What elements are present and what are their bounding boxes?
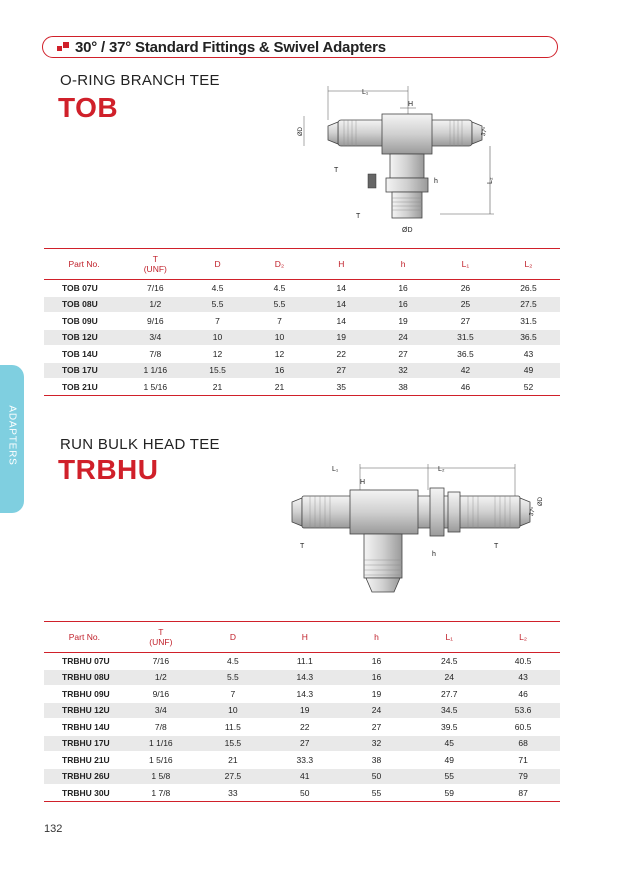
table-cell: 12 — [249, 346, 311, 363]
table-cell: 21 — [197, 752, 269, 769]
part-number-cell: TRBHU 14U — [44, 719, 125, 736]
table-cell: 9/16 — [125, 686, 197, 703]
table-row — [44, 362, 560, 379]
trbhu-code: TRBHU — [58, 454, 159, 485]
table-cell: 11.1 — [269, 653, 341, 670]
trbhu-label-l1: L₁ — [332, 466, 339, 473]
part-number-cell: TRBHU 08U — [44, 669, 125, 686]
tob-label-h-lower: h — [434, 178, 438, 185]
table-cell: 7/16 — [125, 653, 197, 670]
table-cell: 71 — [486, 752, 560, 769]
trbhu-label-l2: L₂ — [438, 466, 445, 473]
table-cell: 11.5 — [197, 719, 269, 736]
trbhu-label-dia: ØD — [538, 497, 544, 506]
part-number-cell: TRBHU 17U — [44, 735, 125, 752]
table-cell: 7/16 — [124, 280, 186, 297]
table-cell: 1/2 — [124, 296, 186, 313]
table-cell: 15.5 — [187, 362, 249, 379]
table-cell: 5.5 — [187, 296, 249, 313]
table-row — [44, 669, 560, 686]
table-cell: 50 — [269, 785, 341, 802]
part-number-cell: TOB 12U — [44, 329, 124, 346]
table-cell: 33.3 — [269, 752, 341, 769]
table-cell: 1 1/16 — [124, 362, 186, 379]
tob-label-h-upper: H — [408, 101, 414, 108]
part-number-cell: TOB 08U — [44, 296, 124, 313]
table-cell: 4.5 — [197, 653, 269, 670]
part-number-cell: TOB 17U — [44, 362, 124, 379]
table-cell: 87 — [486, 785, 560, 802]
table-cell: 27 — [341, 719, 413, 736]
table-cell: 36.5 — [434, 346, 497, 363]
table-row — [44, 785, 560, 802]
table-cell: 27 — [434, 313, 497, 330]
table-cell: 3/4 — [124, 329, 186, 346]
table-cell: 22 — [269, 719, 341, 736]
table-row — [44, 346, 560, 363]
table-cell: 14 — [310, 280, 372, 297]
trbhu-label-h-upper: H — [360, 479, 366, 486]
table-cell: 1 5/16 — [124, 379, 186, 396]
table-cell: 5.5 — [197, 669, 269, 686]
table-cell: 19 — [269, 702, 341, 719]
trbhu-label-angle: 37° — [528, 506, 538, 518]
page-number: 132 — [44, 823, 63, 835]
table-cell: 1/2 — [125, 669, 197, 686]
part-number-cell: TRBHU 07U — [44, 653, 125, 670]
side-category-tab[interactable] — [0, 365, 24, 513]
part-number-cell: TRBHU 30U — [44, 785, 125, 802]
table-cell: 12 — [187, 346, 249, 363]
column-header: D — [187, 249, 249, 280]
table-cell: 16 — [249, 362, 311, 379]
part-number-cell: TOB 14U — [44, 346, 124, 363]
tob-label-dia: ØD — [298, 127, 304, 136]
section-header-banner — [42, 36, 558, 58]
table-cell: 16 — [341, 653, 413, 670]
column-header: T (UNF) — [124, 249, 186, 280]
table-row — [44, 329, 560, 346]
table-cell: 41 — [269, 768, 341, 785]
table-cell: 21 — [249, 379, 311, 396]
column-header: Part No. — [44, 249, 124, 280]
table-cell: 52 — [497, 379, 560, 396]
table-cell: 7/8 — [125, 719, 197, 736]
table-cell: 21 — [187, 379, 249, 396]
tob-label-t-bottom: T — [356, 213, 361, 220]
table-row — [44, 280, 560, 297]
trbhu-subtitle: RUN BULK HEAD TEE — [60, 436, 220, 453]
table-cell: 7 — [249, 313, 311, 330]
table-cell: 43 — [486, 669, 560, 686]
column-header: L₁ — [412, 622, 486, 653]
table-cell: 27.5 — [497, 296, 560, 313]
table-cell: 16 — [372, 280, 434, 297]
trbhu-spec-table — [44, 621, 560, 802]
table-cell: 25 — [434, 296, 497, 313]
part-number-cell: TOB 21U — [44, 379, 124, 396]
table-cell: 45 — [412, 735, 486, 752]
table-cell: 27 — [310, 362, 372, 379]
table-row — [44, 653, 560, 670]
table-cell: 50 — [341, 768, 413, 785]
table-cell: 7 — [197, 686, 269, 703]
table-cell: 31.5 — [434, 329, 497, 346]
column-header: Part No. — [44, 622, 125, 653]
tob-label-l1: L₁ — [362, 89, 369, 96]
table-cell: 27.7 — [412, 686, 486, 703]
tob-subtitle: O-RING BRANCH TEE — [60, 72, 220, 89]
tob-technical-drawing — [290, 84, 520, 239]
trbhu-label-h-lower: h — [432, 551, 436, 558]
table-cell: 9/16 — [124, 313, 186, 330]
table-cell: 33 — [197, 785, 269, 802]
table-cell: 3/4 — [125, 702, 197, 719]
trbhu-label-t-left: T — [300, 543, 305, 550]
table-cell: 15.5 — [197, 735, 269, 752]
table-cell: 1 5/8 — [125, 768, 197, 785]
table-cell: 10 — [249, 329, 311, 346]
table-cell: 24 — [372, 329, 434, 346]
table-cell: 5.5 — [249, 296, 311, 313]
table-cell: 24.5 — [412, 653, 486, 670]
part-number-cell: TRBHU 26U — [44, 768, 125, 785]
column-header: L₁ — [434, 249, 497, 280]
table-cell: 19 — [372, 313, 434, 330]
table-cell: 16 — [372, 296, 434, 313]
tob-spec-table — [44, 248, 560, 396]
squares-logo-icon — [57, 42, 69, 52]
table-cell: 10 — [197, 702, 269, 719]
table-cell: 35 — [310, 379, 372, 396]
table-cell: 36.5 — [497, 329, 560, 346]
table-cell: 22 — [310, 346, 372, 363]
column-header: L₂ — [486, 622, 560, 653]
part-number-cell: TRBHU 21U — [44, 752, 125, 769]
table-cell: 55 — [412, 768, 486, 785]
table-cell: 14.3 — [269, 669, 341, 686]
table-cell: 49 — [412, 752, 486, 769]
table-cell: 27 — [372, 346, 434, 363]
table-cell: 4.5 — [187, 280, 249, 297]
table-cell: 46 — [434, 379, 497, 396]
table-row — [44, 296, 560, 313]
table-cell: 19 — [341, 686, 413, 703]
table-cell: 26.5 — [497, 280, 560, 297]
trbhu-label-t-right: T — [494, 543, 499, 550]
part-number-cell: TOB 07U — [44, 280, 124, 297]
column-header: D — [197, 622, 269, 653]
column-header: D₂ — [249, 249, 311, 280]
table-cell: 14 — [310, 313, 372, 330]
table-cell: 16 — [341, 669, 413, 686]
table-cell: 40.5 — [486, 653, 560, 670]
part-number-cell: TRBHU 09U — [44, 686, 125, 703]
table-row — [44, 313, 560, 330]
tob-label-t-left: T — [334, 167, 339, 174]
table-cell: 32 — [341, 735, 413, 752]
table-cell: 1 1/16 — [125, 735, 197, 752]
table-cell: 24 — [412, 669, 486, 686]
table-cell: 27.5 — [197, 768, 269, 785]
table-cell: 59 — [412, 785, 486, 802]
table-row — [44, 702, 560, 719]
tob-code: TOB — [58, 92, 119, 123]
column-header: h — [341, 622, 413, 653]
table-row — [44, 719, 560, 736]
table-row — [44, 686, 560, 703]
table-cell: 46 — [486, 686, 560, 703]
table-cell: 1 5/16 — [125, 752, 197, 769]
table-cell: 4.5 — [249, 280, 311, 297]
table-cell: 42 — [434, 362, 497, 379]
table-cell: 14.3 — [269, 686, 341, 703]
table-cell: 7/8 — [124, 346, 186, 363]
tob-label-l2: L₂ — [487, 177, 494, 184]
trbhu-technical-drawing — [290, 460, 550, 605]
table-cell: 79 — [486, 768, 560, 785]
table-cell: 7 — [187, 313, 249, 330]
column-header: T (UNF) — [125, 622, 197, 653]
part-number-cell: TOB 09U — [44, 313, 124, 330]
table-cell: 26 — [434, 280, 497, 297]
part-number-cell: TRBHU 12U — [44, 702, 125, 719]
column-header: H — [310, 249, 372, 280]
table-cell: 34.5 — [412, 702, 486, 719]
table-cell: 53.6 — [486, 702, 560, 719]
table-cell: 27 — [269, 735, 341, 752]
table-cell: 68 — [486, 735, 560, 752]
header-title: 30° / 37° Standard Fittings & Swivel Adapters — [75, 38, 386, 56]
table-cell: 24 — [341, 702, 413, 719]
table-cell: 19 — [310, 329, 372, 346]
tob-label-angle: 37° — [480, 126, 490, 138]
table-cell: 38 — [341, 752, 413, 769]
table-cell: 1 7/8 — [125, 785, 197, 802]
column-header: H — [269, 622, 341, 653]
table-cell: 31.5 — [497, 313, 560, 330]
table-cell: 10 — [187, 329, 249, 346]
table-cell: 38 — [372, 379, 434, 396]
column-header: L₂ — [497, 249, 560, 280]
table-cell: 49 — [497, 362, 560, 379]
table-row — [44, 752, 560, 769]
table-row — [44, 768, 560, 785]
side-tab-label: ADAPTERS — [6, 405, 18, 466]
table-cell: 32 — [372, 362, 434, 379]
tob-label-dia-bottom: ØD — [402, 227, 413, 234]
table-cell: 55 — [341, 785, 413, 802]
table-cell: 43 — [497, 346, 560, 363]
column-header: h — [372, 249, 434, 280]
table-cell: 60.5 — [486, 719, 560, 736]
table-cell: 39.5 — [412, 719, 486, 736]
table-row — [44, 735, 560, 752]
table-cell: 14 — [310, 296, 372, 313]
table-row — [44, 379, 560, 396]
